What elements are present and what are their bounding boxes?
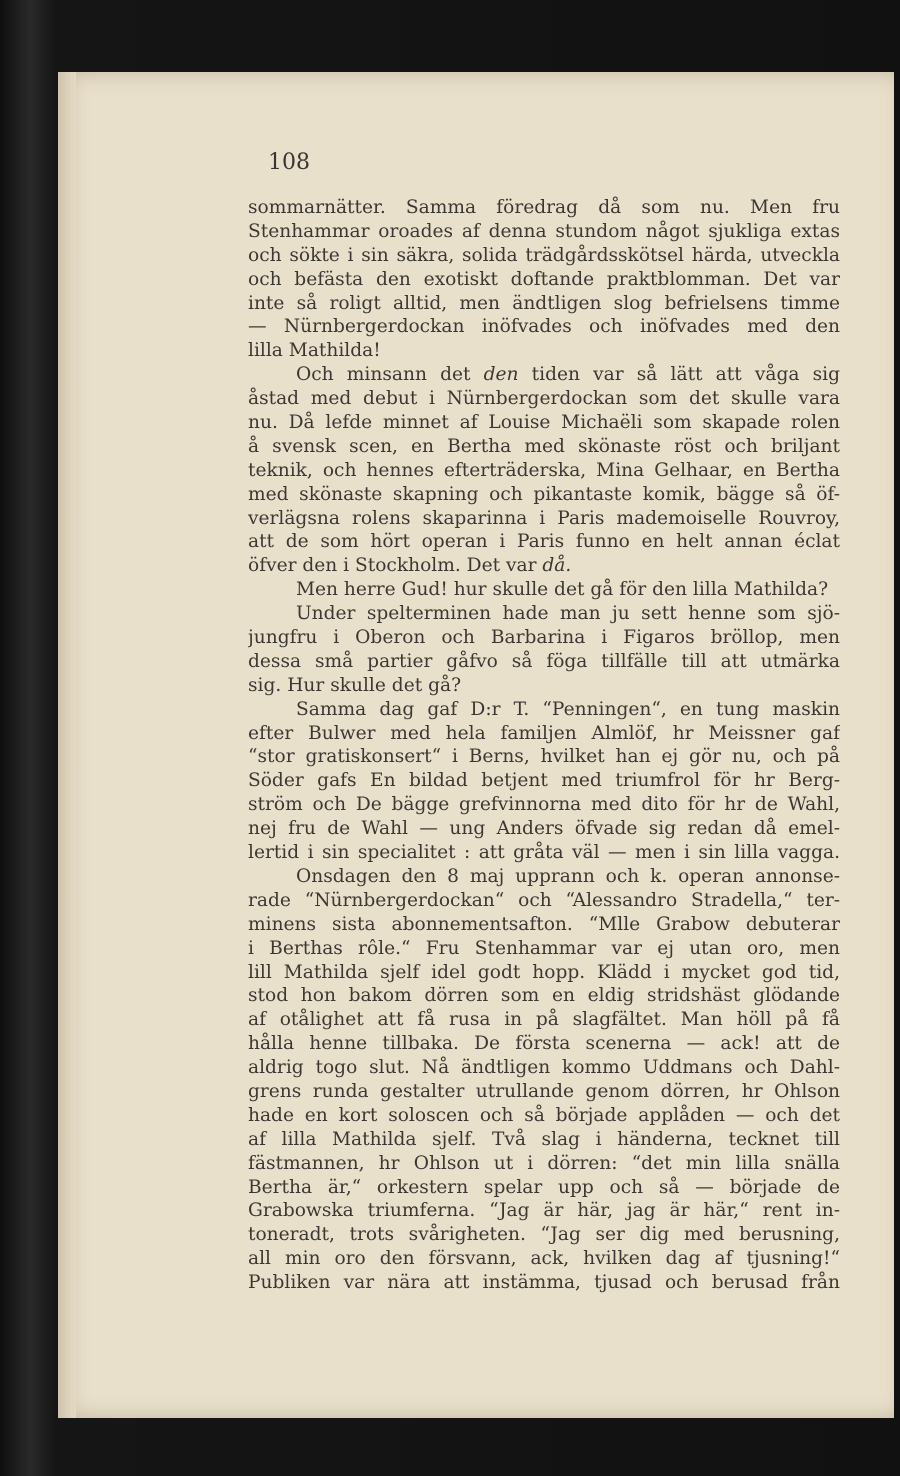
body-text xyxy=(248,196,840,1295)
text-line: nu. Då lefde minnet af Louise Michaëli som skapade rolen xyxy=(248,412,840,434)
text-line: lill Mathilda sjelf idel godt hopp. Klädd i mycket god tid, xyxy=(248,961,840,983)
text-line: i Berthas rôle.“ Fru Stenhammar var ej utan oro, men xyxy=(248,937,840,959)
text-line-segment: öfver den i Stockholm. Det var xyxy=(248,555,543,577)
text-line: grens runda gestalter utrullande genom dörren, hr Ohlson xyxy=(248,1080,840,1102)
text-line: all min oro den försvann, ack, hvilken dag af tjusning!“ xyxy=(248,1248,840,1270)
text-line: Bertha är,“ orkestern spelar upp och så — började de xyxy=(248,1176,840,1198)
text-line: verlägsna rolens skaparinna i Paris mademoiselle Rouvroy, xyxy=(248,507,840,529)
text-line: Stenhammar oroades af denna stundom något sjukliga extas xyxy=(248,220,840,242)
text-line: jungfru i Oberon och Barbarina i Figaros bröllop, men xyxy=(248,627,840,649)
text-line: nej fru de Wahl — ung Anders öfvade sig redan då emel- xyxy=(248,818,840,840)
text-line: hålla henne tillbaka. De första scenerna — ack! att de xyxy=(248,1033,840,1055)
text-line: lilla Mathilda! xyxy=(248,340,381,362)
text-line: hade en kort soloscen och så började applåden — och det xyxy=(248,1104,840,1126)
text-line: af lilla Mathilda sjelf. Två slag i händerna, tecknet till xyxy=(248,1128,840,1150)
text-line: Grabowska triumferna. “Jag är här, jag är här,“ rent in- xyxy=(248,1200,840,1222)
text-line: Samma dag gaf D:r T. “Penningen“, en tung maskin xyxy=(296,698,840,720)
text-line xyxy=(248,554,840,578)
text-line: sommarnätter. Samma föredrag då som nu. Men fru xyxy=(248,197,840,218)
text-line: och befästa den exotiskt doftande praktblomman. Det var xyxy=(248,268,840,290)
text-line: stod hon bakom dörren som en eldig stridshäst glödande xyxy=(248,985,840,1007)
emphasized-word: den xyxy=(483,364,519,386)
text-line: dessa små partier gåfvo så föga tillfälle till att utmärka xyxy=(248,650,840,672)
text-line: åstad med debut i Nürnbergerdockan som det skulle vara xyxy=(248,388,840,410)
text-line: Onsdagen den 8 maj upprann och k. operan annonse- xyxy=(296,865,840,887)
page-gutter-shadow xyxy=(58,72,76,1418)
text-line: och sökte i sin säkra, solida trädgårdsskötsel härda, utveckla xyxy=(248,244,840,266)
text-line: Söder gafs En bildad betjent med triumfrol för hr Berg- xyxy=(248,770,840,792)
text-line: — Nürnbergerdockan inöfvades och inöfvades med den xyxy=(248,316,840,338)
text-line: aldrig togo slut. Nå ändtligen kommo Uddmans och Dahl- xyxy=(248,1057,840,1079)
text-line-segment: Och minsann det xyxy=(296,364,484,386)
emphasized-word: då. xyxy=(542,555,572,577)
text-line: teknik, och hennes efterträderska, Mina Gelhaar, en Bertha xyxy=(248,459,840,481)
text-line: å svensk scen, en Bertha med skönaste röst och briljant xyxy=(248,435,840,457)
page-number: 108 xyxy=(268,150,310,175)
text-line xyxy=(248,363,840,387)
text-line: sig. Hur skulle det gå? xyxy=(248,674,462,696)
text-line: minens sista abonnementsafton. “Mlle Grabow debuterar xyxy=(248,913,840,935)
text-line: af otålighet att få rusa in på slagfältet. Man höll på få xyxy=(248,1009,840,1031)
text-line: Men herre Gud! hur skulle det gå för den lilla Mathilda? xyxy=(296,579,829,601)
text-line: “stor gratiskonsert“ i Berns, hvilket han ej gör nu, och på xyxy=(248,746,840,768)
text-line: Publiken var nära att instämma, tjusad och berusad från xyxy=(248,1272,840,1294)
text-line: ström och De bägge grefvinnorna med dito för hr de Wahl, xyxy=(248,794,840,816)
text-line: inte så roligt alltid, men ändtligen slog befrielsens timme xyxy=(248,292,840,314)
text-line: rade “Nürnbergerdockan“ och “Alessandro Stradella,“ ter- xyxy=(248,889,840,911)
text-line-segment: tiden var så lätt att våga sig xyxy=(518,364,840,386)
text-line: att de som hört operan i Paris funno en helt annan éclat xyxy=(248,531,840,553)
text-line: Under spelterminen hade man ju sett henne som sjö- xyxy=(296,603,840,625)
text-line: fästmannen, hr Ohlson ut i dörren: “det min lilla snälla xyxy=(248,1152,840,1174)
text-line: med skönaste skapning och pikantaste komik, bägge så öf- xyxy=(248,483,840,505)
text-line: toneradt, trots svårigheten. “Jag ser dig med berusning, xyxy=(248,1224,840,1246)
text-line: lertid i sin specialitet : att gråta väl — men i sin lilla vagga. xyxy=(248,842,840,864)
text-line: efter Bulwer med hela familjen Almlöf, hr Meissner gaf xyxy=(248,722,840,744)
